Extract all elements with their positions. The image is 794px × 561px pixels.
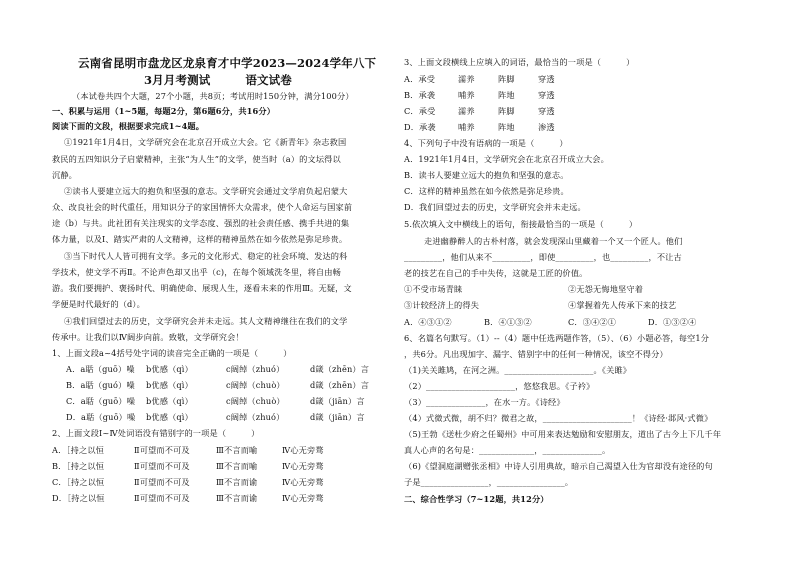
choice-item: ④掌握着先人传承下来的技艺 [568, 300, 677, 310]
option-part: 穿透 [538, 90, 555, 100]
passage-line: 游。我们要拥护、褒扬时代、明确使命、展现人生，逐看未来的作用Ⅲ。无疑，文 [52, 283, 352, 293]
option-part: D．承袭 [404, 122, 436, 132]
question-6-text: ，共6分。凡出现加字、漏字、错别字中的任何一种情况，该空不得分） [404, 349, 668, 359]
option-part: Ⅳ心无旁骛 [282, 445, 324, 455]
option-part: 穿透 [538, 74, 555, 84]
section-2-heading: 二、综合性学习（7~12题，共12分） [404, 494, 549, 504]
question-6-blank[interactable]: 子是________________，________________。 [404, 477, 574, 487]
option-part: B．承袭 [404, 90, 436, 100]
option-part: Ⅲ不言而喻 [216, 445, 258, 455]
option-part: C．［持之以恒 [52, 477, 105, 487]
question-6-text: （6)《望洞庭湖赠张丞相》中诗人引用典故，暗示自己渴望入仕为官却没有途径的句 [404, 461, 713, 471]
question-5-option-c[interactable]: C．③④②① [568, 317, 617, 327]
section-1-heading: 一、积累与运用（1~5题，每题2分，第6题6分，共16分） [52, 106, 276, 116]
passage-line: 途（b）与共。此社团有关注现实的文学态度、强烈的社会责任感、携手共进的集 [52, 218, 350, 228]
option-part: 濡养 [458, 74, 475, 84]
option-part: d箴（zhēn）言 [310, 380, 370, 390]
question-4-option-b[interactable]: B．读书人要建立远大的抱负和坚强的意志。 [404, 170, 569, 180]
option-part: 渗透 [538, 122, 555, 132]
option-part: 濡养 [458, 106, 475, 116]
option-part: 阵地 [498, 90, 515, 100]
option-part: D．a聒（guō）噪 [66, 412, 136, 422]
option-part: Ⅳ心无旁骛 [282, 477, 324, 487]
choice-item: ①不受市场青睐 [404, 284, 463, 294]
question-4-option-d[interactable]: D．我们回望过去的历史，文学研究会并未走远。 [404, 202, 586, 212]
passage-line: ②读书人要建立远大的抱负和坚强的意志。文学研究会通过文学肩负起启蒙大 [64, 186, 348, 196]
question-6-blank[interactable]: （1)关关雎鸠，在河之洲。_____________________。《关雎》 [404, 365, 632, 375]
question-5-text: _________，他们从来不_________，即使_________，也_________，不让古 [404, 252, 682, 262]
question-6-blank[interactable]: （4）式微式微，胡不归？微君之故，_____________________！《诗经·邶风·式微》 [404, 413, 713, 423]
option-part: b优感（qì） [146, 396, 193, 406]
option-part: b优感（qì） [146, 412, 193, 422]
option-part: b优感（qì） [146, 380, 193, 390]
passage-line: ③当下时代人人皆可拥有文学。多元的文化形式、稳定的社会环境、发达的科 [64, 251, 348, 261]
option-part: c阔绰（zhuó） [226, 412, 285, 422]
option-part: 穿透 [538, 106, 555, 116]
question-4-option-a[interactable]: A．1921年1月4日，文学研究会在北京召开成立大会。 [404, 154, 609, 164]
passage-line: 学技术，使文学不再Ⅱ。不论声色却又出乎（c)，在每个领域洗冬里，将自由畅 [52, 267, 341, 277]
question-4-option-c[interactable]: C．这样的精神虽然在如今依然是弥足珍贵。 [404, 186, 569, 196]
passage-instruction: 阅读下面的文段，根据要求完成1~4题。 [52, 121, 205, 131]
passage-line: ④我们回望过去的历史，文学研究会并未走远。其人文精神继往在我们的文学 [64, 316, 348, 326]
question-2-stem: 2、上面文段Ⅰ~Ⅳ处词语没有错别字的一项是（ ） [52, 428, 260, 438]
option-part: d箴（jiān）言 [310, 396, 365, 406]
question-6-blank[interactable]: 真人心声的名句是：_____________，______________。 [404, 445, 611, 455]
option-part: Ⅱ可望而不可及 [134, 461, 190, 471]
option-part: A．［持之以恒 [52, 445, 104, 455]
question-5-stem: 5.依次填入文中横线上的语句，衔接最恰当的一项是（ ） [404, 219, 638, 229]
question-6-blank[interactable]: （2）_____________________，悠悠我思。《子衿》 [404, 381, 595, 391]
question-5-text: 老的技艺在自己的手中失传，这就是工匠的价值。 [404, 268, 588, 278]
option-part: b优感（qì） [146, 364, 193, 374]
passage-line: 沉静。 [52, 170, 78, 180]
option-part: B．a聒（guó）噪 [66, 380, 135, 390]
choice-item: ③计较经济上的得失 [404, 300, 480, 310]
option-part: d箴（jiān）言 [310, 412, 365, 422]
passage-line: 救民的五四知识分子启蒙精神，主张“为人生”的文学，使当时（a）的文坛得以 [52, 154, 341, 164]
option-part: Ⅱ可望而不可及 [134, 445, 190, 455]
question-5-option-d[interactable]: D．①③②④ [648, 317, 697, 327]
option-part: Ⅲ不言而喻 [216, 461, 258, 471]
question-5-option-b[interactable]: B．④①③② [484, 317, 532, 327]
question-5-text: 走进幽静醉人的古朴村落，就会发现深山里藏着一个又一个匠人。他们 [424, 236, 683, 246]
option-part: c阔绰（zhuó） [226, 364, 285, 374]
option-part: A．承受 [404, 74, 436, 84]
question-1-stem: 1、上面文段a~4括号处字词的读音完全正确的一项是（ ） [52, 348, 292, 358]
passage-line: 学便是时代最好的（d）。 [52, 299, 146, 309]
question-3-stem: 3、上面文段横线上应填入的词语，最恰当的一项是（ ） [404, 57, 635, 67]
question-5-option-a[interactable]: A．④③①② [404, 317, 452, 327]
exam-title-line1: 云南省昆明市盘龙区龙泉育才中学2023—2024学年八下 [78, 56, 377, 70]
question-6-text: （5)王勃《送杜少府之任蜀州》中可用来表达勉励和安慰朋友，道出了古今上下几千年 [404, 429, 722, 439]
choice-item: ②无怨无悔地坚守着 [568, 284, 644, 294]
exam-title-line2: 3月月考测试 语文试卷 [144, 73, 292, 87]
passage-line: 众、改良社会的时代重任，用知识分子的家国情怀大众需求，使个人命运与国家前 [52, 202, 353, 212]
question-4-stem: 4、下列句子中没有语病的一项是（ ） [404, 138, 568, 148]
option-part: d箴（zhēn）言 [310, 364, 370, 374]
option-part: C．承受 [404, 106, 436, 116]
option-part: c阔绰（chuò） [226, 380, 285, 390]
option-part: 哺养 [458, 122, 475, 132]
option-part: Ⅳ心无旁骛 [282, 461, 324, 471]
option-part: c阔绰（chuò） [226, 396, 285, 406]
option-part: Ⅱ可望而不可及 [134, 493, 190, 503]
exam-note: （本试卷共四个大题，27个小题，共8页；考试用时150分钟，满分100分） [72, 91, 354, 101]
passage-line: 体力量，以及Ⅰ、踏实严肃的人文精神，这样的精神虽然在如今依然是弥足珍贵。 [52, 234, 348, 244]
option-part: D．［持之以恒 [52, 493, 105, 503]
passage-line: ①1921年1月4日，文学研究会在北京召开成立大会。它《新青年》杂志救国 [64, 137, 347, 147]
option-part: 哺养 [458, 90, 475, 100]
option-part: A．a聒（guō）噪 [66, 364, 135, 374]
option-part: B．［持之以恒 [52, 461, 105, 471]
option-part: Ⅱ可望而不可及 [134, 477, 190, 487]
question-6-text: 6、名篇名句默写。（1）--（4）题中任选两题作答，（5）、（6）小题必答，每空1分 [404, 333, 710, 343]
option-part: Ⅳ心无旁骛 [282, 493, 324, 503]
option-part: 阵脚 [498, 106, 515, 116]
option-part: 阵地 [498, 122, 515, 132]
option-part: 阵脚 [498, 74, 515, 84]
question-6-blank[interactable]: （3）______________，在水一方。《诗经》 [404, 397, 565, 407]
option-part: Ⅲ不言而谕 [216, 477, 258, 487]
option-part: Ⅲ不言而谕 [216, 493, 258, 503]
option-part: C．a聒（guō）噪 [66, 396, 136, 406]
passage-line: 传承中。让我们以Ⅳ阔步向前。致敬，文学研究会！ [52, 332, 244, 342]
